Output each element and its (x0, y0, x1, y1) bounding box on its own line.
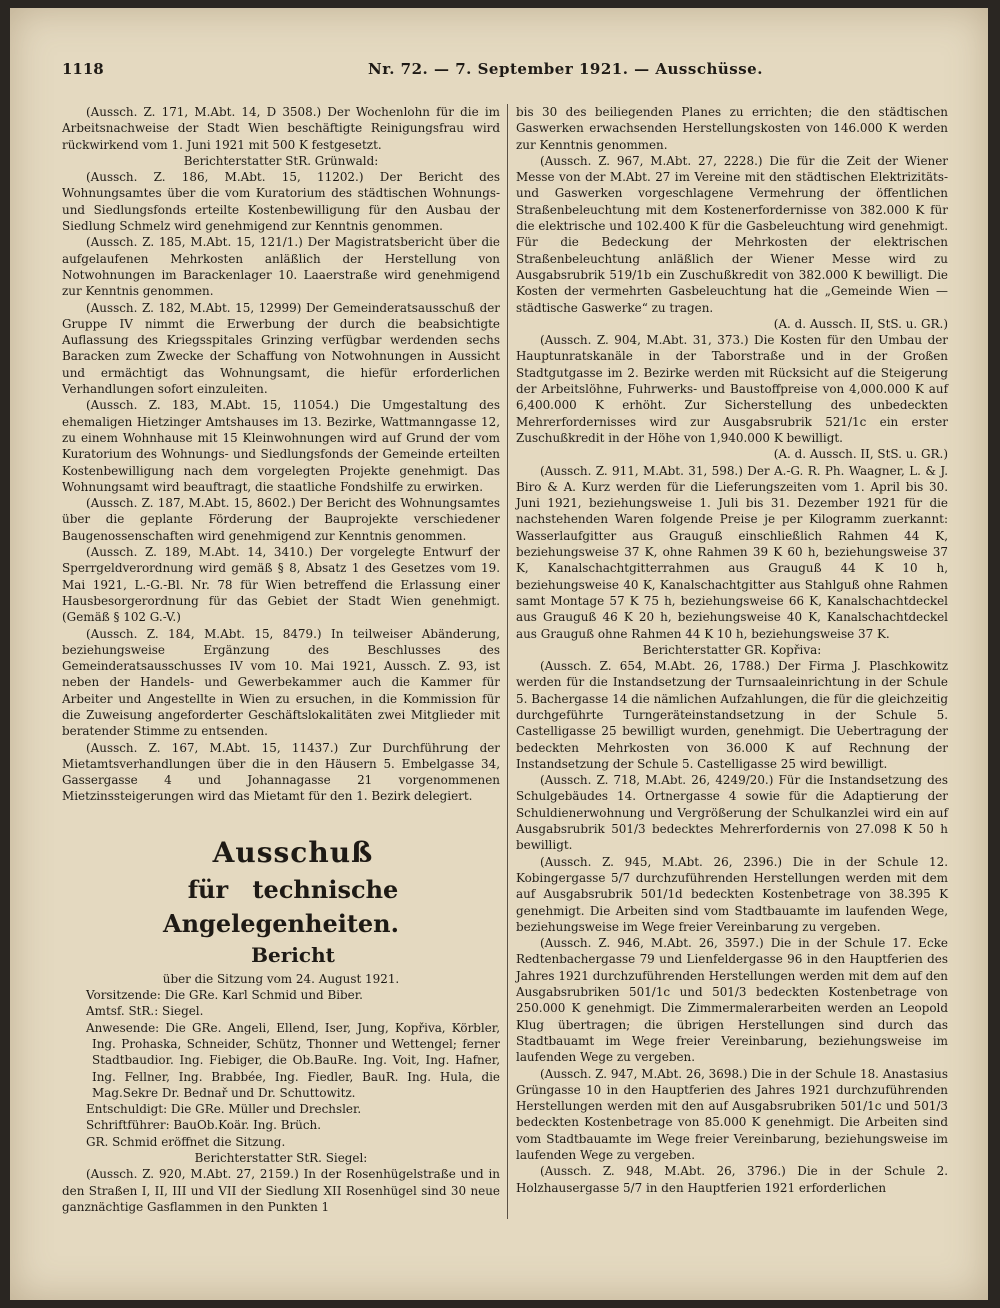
right-column-paragraph: (Aussch. Z. 945, M.Abt. 26, 2396.) Die in der Schule 12. Kobingergasse 5/7 durchzuführenden Herstellungen werden mit dem auf Ausgabsrubrik 501/1d bedeckten Kostenbetrage von 38.395 K genehmigt. Die Arbeiten sind vom Stadtbauamte im laufenden Wege, beziehungsweise im Wege freier Vereinbarung zu vergeben. (516, 854, 948, 934)
right-column-paragraph: (Aussch. Z. 904, M.Abt. 31, 373.) Die Kosten für den Umbau der Hauptunratskanäle in der Taborstraße und in der Großen Stadtgutgasse im 2. Bezirke werden mit Rücksicht auf die Steigerung der Arbeitslöhne, Fuhrwerks- und Baustoffpreise von 4,000.000 K auf 6,400.000 K erhöht. Zur Sicherstellung des unbedeckten Mehrerfordernisses wird zur Ausgabsrubrik 521/1c ein erster Zuschußkredit in der Höhe von 1,940.000 K bewilligt. (516, 333, 948, 445)
section-body-paragraph: Amtsf. StR.: Siegel. (86, 1004, 204, 1019)
right-column-paragraph: (Aussch. Z. 948, M.Abt. 26, 3796.) Die in der Schule 2. Holzhausergasse 5/7 in den Hauptferien 1921 erforderlichen (516, 1164, 948, 1195)
right-column-paragraph: (Aussch. Z. 967, M.Abt. 27, 2228.) Die für die Zeit der Wiener Messe von der M.Abt. 27 im Vereine mit den städtischen Elektrizitäts- und Gaswerken vorgeschlagene Vermehrung der öffentlichen Straßenbeleuchtung mit dem Kostenerfordernisse von 382.000 K für die elektrische und 102.400 K für die Gasbeleuchtung wird genehmigt. Für die Bedeckung der Mehrkosten der elektrischen Straßenbeleuchtung anläßlich der Wiener Messe wird zu Ausgabsrubrik 519/1b ein Zuschußkredit von 382.000 K bewilligt. Die Kosten der vermehrten Gasbeleuchtung hat die „Gemeinde Wien — städtische Gaswerke“ zu tragen. (516, 153, 948, 315)
left-column-paragraph: (Aussch. Z. 187, M.Abt. 15, 8602.) Der Bericht des Wohnungsamtes über die geplante Förderung der Bauprojekte verschiedener Baugenossenschaften wird genehmigend zur Kenntnis genommen. (62, 496, 500, 543)
right-column-paragraphs (516, 104, 948, 1196)
right-column-paragraph: (A. d. Aussch. II, StS. u. GR.) (773, 447, 948, 462)
report-title: Bericht (251, 942, 335, 967)
section-title-line2: für technische Angelegenheiten. (162, 874, 399, 938)
running-title: Nr. 72. — 7. September 1921. — Ausschüsse. (368, 60, 763, 78)
session-subtitle: über die Sitzung vom 24. August 1921. (162, 971, 400, 986)
section-body-paragraph: Berichterstatter StR. Siegel: (194, 1151, 368, 1166)
section-heading (62, 833, 500, 987)
left-column-paragraph: (Aussch. Z. 185, M.Abt. 15, 121/1.) Der Magistratsbericht über die aufgelaufenen Mehrkosten anläßlich der Herstellung von Notwohnungen im Barackenlager 10. Laaerstraße wird genehmigend zur Kenntnis genommen. (62, 235, 500, 299)
right-column-paragraph: (Aussch. Z. 946, M.Abt. 26, 3597.) Die in der Schule 17. Ecke Redtenbachergasse 79 und Lienfeldergasse 96 in den Hauptferien des Jahres 1921 durchzuführenden Herstellungen werden mit dem auf den Ausgabsrubriken 501/1c und 501/3 bedeckten Kostenbetrage von 250.000 K genehmigt. Die Zimmermalerarbeiten werden an Leopold Klug übertragen; die übrigen Herstellungen sind durch das Stadtbauamt im Wege freier Vereinbarung, beziehungsweise im laufenden Wege zu vergeben. (516, 936, 948, 1065)
page-header (62, 60, 930, 82)
left-column-paragraph: (Aussch. Z. 182, M.Abt. 15, 12999) Der Gemeinderatsausschuß der Gruppe IV nimmt die Erwerbung der durch die beabsichtigte Auflassung des Kriegsspitales Grinzing verfügbar werdenden sechs Baracken zum Zwecke der Schaffung von Notwohnungen in Aussicht und ermächtigt das Wohnungsamt, die hiefür erforderlichen Verhandlungen sofort einzuleiten. (62, 300, 500, 397)
right-column (516, 104, 948, 1196)
left-column-paragraph: (Aussch. Z. 183, M.Abt. 15, 11054.) Die Umgestaltung des ehemaligen Hietzinger Amtshauses im 13. Bezirke, Wattmanngasse 12, zu einem Wohnhause mit 15 Kleinwohnungen wird auf Grund der vom Kuratorium des Wohnungs- und Siedlungsfonds der Gemeinde erteilten Kostenbewilligung nach dem vorgelegten Projekte genehmigt. Das Wohnungsamt wird beauftragt, die staatliche Fondshilfe zu erwirken. (62, 398, 500, 494)
section-body-paragraph: Schriftführer: BauOb.Koär. Ing. Brüch. (86, 1118, 322, 1133)
right-column-paragraph: bis 30 des beiliegenden Planes zu errichten; die den städtischen Gaswerken erwachsenden Herstellungskosten von 146.000 K werden zur Kenntnis genommen. (516, 105, 948, 152)
left-column-paragraph: (Aussch. Z. 171, M.Abt. 14, D 3508.) Der Wochenlohn für die im Arbeitsnachweise der Stadt Wien beschäftigte Reinigungsfrau wird rückwirkend vom 1. Juni 1921 mit 500 K festgesetzt. (62, 105, 500, 152)
right-column-paragraph: (Aussch. Z. 654, M.Abt. 26, 1788.) Der Firma J. Plaschkowitz werden für die Instandsetzung der Turnsaaleinrichtung in der Schule 5. Bachergasse 14 die nämlichen Aufzahlungen, die für die gleichzeitig durchgeführte Turngeräteinstandsetzung in der Schule 5. Castelligasse 25 bewilligt wurden, genehmigt. Die Uebertragung der bedeckten Mehrkosten von 36.000 K auf Rechnung der Instandsetzung der Schule 5. Castelligasse 25 wird bewilligt. (516, 659, 948, 771)
section-body-paragraph: (Aussch. Z. 920, M.Abt. 27, 2159.) In der Rosenhügelstraße und in den Straßen I, II, III und VII der Siedlung XII Rosenhügel sind 30 neue ganznächtige Gasflammen in den Punkten 1 (62, 1167, 500, 1214)
page-number: 1118 (62, 60, 104, 78)
section-title: Ausschuß (212, 835, 374, 869)
section-body-paragraph: Entschuldigt: Die GRe. Müller und Drechsler. (86, 1102, 362, 1117)
section-body-paragraph: Anwesende: Die GRe. Angeli, Ellend, Iser, Jung, Kopřiva, Körbler, Ing. Prohaska, Schneider, Schütz, Thonner und Wettengel; ferner Stadtbaudior. Ing. Fiebiger, die Ob.BauRe. Ing. Voit, Ing. Hafner, Ing. Fellner, Ing. Brabbée, Ing. Fiedler, BauR. Ing. Hula, die Mag.Sekre Dr. Bednař und Dr. Schuttowitz. (86, 1020, 500, 1100)
newspaper-page (10, 8, 988, 1300)
right-column-paragraph: (A. d. Aussch. II, StS. u. GR.) (773, 316, 948, 331)
right-column-paragraph: (Aussch. Z. 947, M.Abt. 26, 3698.) Die in der Schule 18. Anastasius Grüngasse 10 in den Hauptferien des Jahres 1921 durchzuführenden Herstellungen werden mit den auf Ausgabsrubriken 501/1c und 501/3 bedeckten Kostenbetrage von 85.000 K genehmigt. Die Arbeiten sind vom Stadtbauamte im Wege freier Vereinbarung, beziehungsweise im laufenden Wege zu vergeben. (516, 1066, 948, 1162)
left-column-paragraph: (Aussch. Z. 167, M.Abt. 15, 11437.) Zur Durchführung der Mietamtsverhandlungen über die in den Häusern 5. Embelgasse 34, Gassergasse 4 und Johannagasse 21 vorgenommenen Mietzinssteigerungen wird das Mietamt für den 1. Bezirk delegiert. (62, 740, 500, 804)
left-column (62, 104, 500, 1215)
section-body (62, 987, 500, 1215)
left-column-paragraphs (62, 104, 500, 805)
right-column-paragraph: Berichterstatter GR. Kopřiva: (642, 642, 822, 657)
section-body-paragraph: GR. Schmid eröffnet die Sitzung. (86, 1134, 286, 1149)
right-column-paragraph: (Aussch. Z. 911, M.Abt. 31, 598.) Der A.-G. R. Ph. Waagner, L. & J. Biro & A. Kurz werden für die Lieferungszeiten vom 1. April bis 30. Juni 1921, beziehungsweise 1. Juli bis 31. Dezember 1921 für die nachstehenden Waren folgende Preise je per Kilogramm zuerkannt: Wasserlaufgitter aus Grauguß einschließlich Rahmen 44 K, beziehungsweise 37 K, ohne Rahmen 39 K 60 h, beziehungsweise 37 K, Kanalschachtgitterrahmen aus Grauguß 44 K 10 h, beziehungsweise 40 K, Kanalschachtgitter aus Stahlguß ohne Rahmen samt Montage 57 K 75 h, beziehungsweise 66 K, Kanalschachtdeckel aus Grauguß 46 K 20 h, beziehungsweise 40 K, Kanalschachtdeckel aus Grauguß ohne Rahmen 44 K 10 h, beziehungsweise 37 K. (516, 463, 948, 641)
section-body-paragraph: Vorsitzende: Die GRe. Karl Schmid und Biber. (86, 988, 363, 1003)
left-column-paragraph: (Aussch. Z. 184, M.Abt. 15, 8479.) In teilweiser Abänderung, beziehungsweise Ergänzung des Beschlusses des Gemeinderatsausschusses IV vom 10. Mai 1921, Aussch. Z. 93, ist neben der Handels- und Gewerbekammer auch die Kammer für Arbeiter und Angestellte in Wien zu ersuchen, in die Kommission für die Zuweisung angeforderter Geschäftslokalitäten zwei Mitglieder mit beratender Stimme zu entsenden. (62, 626, 500, 739)
right-column-paragraph: (Aussch. Z. 718, M.Abt. 26, 4249/20.) Für die Instandsetzung des Schulgebäudes 14. Ortnergasse 4 sowie für die Adaptierung der Schuldienerwohnung und Vergrößerung der Schulkanzlei wird ein auf Ausgabsrubrik 501/3 bedecktes Mehrerfordernis von 27.098 K 50 h bewilligt. (516, 773, 948, 853)
left-column-paragraph: (Aussch. Z. 186, M.Abt. 15, 11202.) Der Bericht des Wohnungsamtes über die vom Kuratorium des städtischen Wohnungs- und Siedlungsfonds erteilte Kostenbewilligung für den Ausbau der Siedlung Schmelz wird genehmigend zur Kenntnis genommen. (62, 170, 500, 234)
left-column-paragraph: (Aussch. Z. 189, M.Abt. 14, 3410.) Der vorgelegte Entwurf der Sperrgeldverordnung wird gemäß § 8, Absatz 1 des Gesetzes vom 19. Mai 1921, L.-G.-Bl. Nr. 78 für Wien betreffend die Erlassung einer Hausbesorgerordnung für das Gebiet der Stadt Wien genehmigt. (Gemäß § 102 G.-V.) (62, 545, 500, 625)
left-column-paragraph: Berichterstatter StR. Grünwald: (183, 153, 379, 168)
column-divider (507, 104, 508, 1219)
